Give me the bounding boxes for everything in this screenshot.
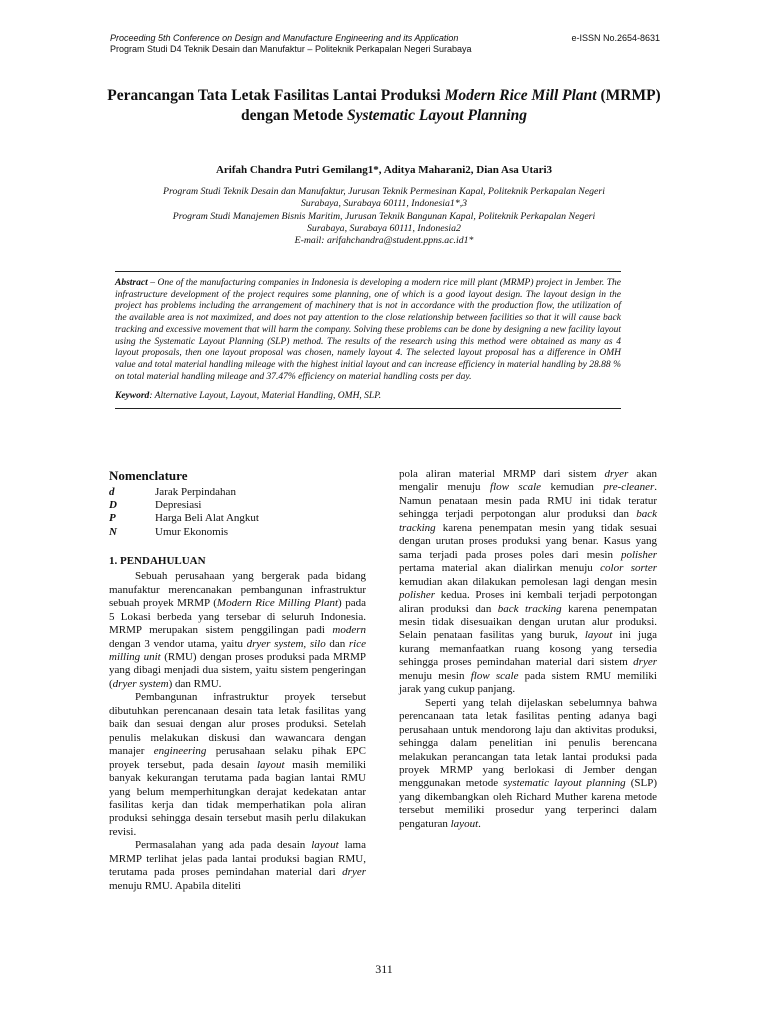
affiliation-line: Surabaya, Surabaya 60111, Indonesia2 [307, 222, 461, 234]
left-column [109, 468, 366, 893]
issn: e-ISSN No.2654-8631 [571, 33, 660, 43]
abstract-box [115, 271, 621, 409]
running-header-proceeding [110, 33, 660, 44]
author-list: Arifah Chandra Putri Gemilang1*, Aditya Maharani2, Dian Asa Utari3 [215, 164, 553, 176]
keywords: Keyword: Alternative Layout, Layout, Material Handling, OMH, SLP. [115, 391, 382, 402]
nomenclature-item: P Harga Beli Alat Angkut [109, 512, 259, 525]
right-column [399, 468, 657, 831]
paper-title: Perancangan Tata Letak Fasilitas Lantai Produksi Modern Rice Mill Plant (MRMP) dengan Metode Systematic Layout Planning [107, 87, 661, 124]
nomenclature-item: D Depresiasi [109, 499, 202, 512]
nomenclature-item: N Umur Ekonomis [109, 525, 229, 538]
author-email: E-mail: arifahchandra@student.ppns.ac.id1* [294, 235, 474, 247]
paragraph: Pembangunan infrastruktur proyek tersebut dibutuhkan perencanaan desain tata letak fasilitas yang baik dan sesuai dengan alur proses produksi. Setelah penulis melakukan diskusi dan wawancara dengan manajer engineering perusahaan selaku pihak EPC proyek tersebut, pada desain layout masih memiliki banyak kekurangan terutama pada bagian lantai RMU yang belum memperhitungkan derajat kedekatan antar fasilitas kerja dan tidak memperhatikan pola aliran produksi sehingga desain tersebut masih perlu dilakukan revisi. [109, 691, 366, 838]
nomenclature-item: d Jarak Perpindahan [109, 486, 236, 498]
affiliation-line: Program Studi Manajemen Bisnis Maritim, Jurusan Teknik Bangunan Kapal, Politeknik Perkapalan Negeri [172, 210, 596, 222]
abstract: Abstract – One of the manufacturing companies in Indonesia is developing a modern rice mill plant (MRMP) project in Jember. The infrastructure development of the project requires some planning, one of which is a good layout design. The layout design in the project has problems including the arrangement of machinery that is not in accordance with the production flow, the utilization of the available area is not maximized, and does not pay attention to the close relationship between facilities so that it will cause back tracking and excessive movement that will harm the company. Solving these problems can be done by designing a new facility layout using the Systematic Layout Planning (SLP) method. The results of the research using this method were obtained as many as 4 layout proposals, then one layout proposal was chosen, namely layout 4. The selected layout proposal has a difference in OMH value and total material handling mileage with the highest initial layout and can increase efficiency in material handling by 28.88 % on total material handling mileage and 37.47% efficiency on material handling costs per day. [115, 278, 621, 382]
affiliation-line: Surabaya, Surabaya 60111, Indonesia1*,3 [300, 198, 468, 210]
paragraph: Sebuah perusahaan yang bergerak pada bidang manufaktur merencanakan pembangunan infrastruktur sebuah proyek MRMP (Modern Rice Milling Plant) pada 5 Lokasi berbeda yang tersebar di seluruh Indonesia. MRMP merupakan sistem penggilingan padi modern dengan 3 vendor utama, yaitu dryer system, silo dan rice milling unit (RMU) dengan proses produksi pada MRMP yang dibagi menjadi dua sistem, yaitu sistem pengeringan (dryer system) dan RMU. [109, 570, 366, 690]
paragraph: pola aliran material MRMP dari sistem dryer akan mengalir menuju flow scale kemudian pre-cleaner. Namun penataan mesin pada RMU ini tidak teratur sehingga terjadi perpotongan alur produksi dan back tracking karena penempatan mesin yang tidak sesuai dengan urutan proses produksi yang benar. Kasus yang sama terjadi pada proses poles dari mesin polisher pertama material akan dialirkan menuju color sorter kemudian akan dilakukan pemolesan lagi dengan mesin polisher kedua. Proses ini kembali terjadi perpotongan aliran produksi dan back tracking karena penempatan mesin tidak disesuaikan dengan urutan alur produksi. Selain penataan fasilitas yang buruk, layout ini juga kurang memanfaatkan ruang kosong yang tersedia sehingga proses pemindahan material dari sistem dryer menuju mesin flow scale pada sistem RMU memiliki jarak yang cukup panjang. [399, 468, 658, 696]
page-number: 311 [375, 962, 393, 976]
paragraph: Permasalahan yang ada pada desain layout lama MRMP terlihat jelas pada lantai produksi bagian RMU, terutama pada proses pemindahan material dari dryer menuju RMU. Apabila diteliti [109, 839, 366, 892]
nomenclature-heading: Nomenclature [109, 468, 188, 483]
section-heading: 1. PENDAHULUAN [109, 554, 206, 567]
proceeding-title: Proceeding 5th Conference on Design and Manufacture Engineering and its Application [110, 33, 459, 43]
running-header-program: Program Studi D4 Teknik Desain dan Manufaktur – Politeknik Perkapalan Negeri Surabaya [110, 44, 472, 54]
affiliation-line: Program Studi Teknik Desain dan Manufaktur, Jurusan Teknik Permesinan Kapal, Politeknik Perkapalan Negeri [163, 186, 605, 197]
paragraph: Seperti yang telah dijelaskan sebelumnya bahwa perencanaan tata letak fasilitas penting adanya bagi perusahaan untuk mendorong laju dan aktivitas produksi, sehingga dalam penelitian ini penulis berencana melakukan perancangan tata letak lantai produksi pada proyek MRMP yang berlokasi di Jember dengan menggunakan metode systematic layout planning (SLP) yang dikembangkan oleh Richard Muther karena metode tersebut memiliki prosedur yang terperinci dalam pengaturan layout. [399, 696, 657, 830]
affiliations [100, 186, 668, 247]
